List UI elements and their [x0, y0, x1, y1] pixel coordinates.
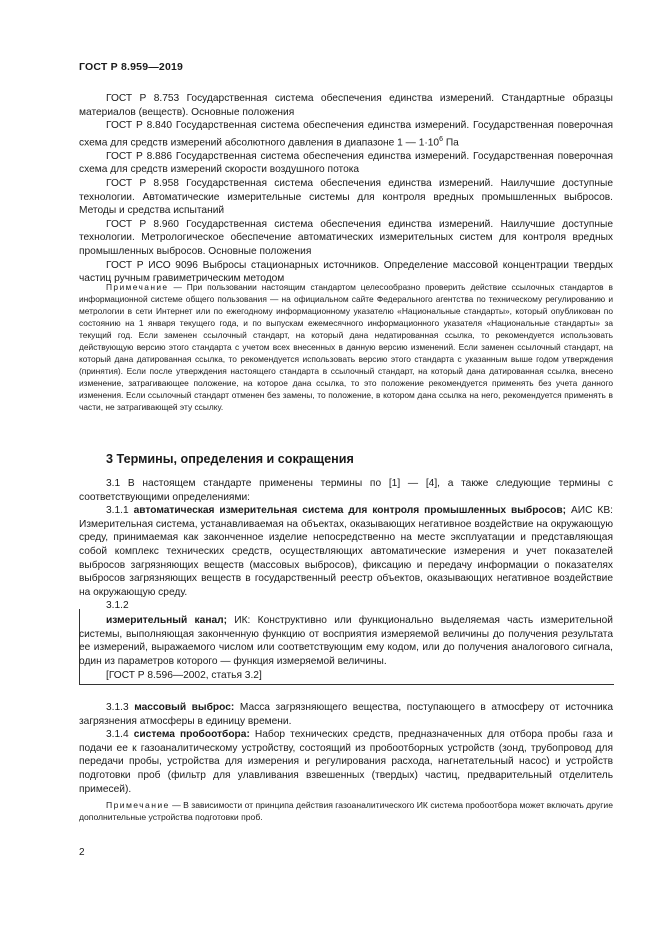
section-heading: 3 Термины, определения и сокращения [106, 452, 354, 466]
reference-item: ГОСТ Р 8.958 Государственная система обеспечения единства измерений. Наилучшие доступные технологии. Автоматические измерительные системы для контроля вредных промышленных выбросов. Методы и средства испытаний [79, 177, 613, 217]
references-note [79, 281, 613, 413]
note-label: Примечание [106, 282, 169, 292]
definition: Масса загрязняющего вещества, поступающего в атмосферу от источника загрязнения атмосферы в единицу времени. [79, 702, 613, 727]
exponent: 6 [439, 135, 443, 143]
terms-block [79, 477, 613, 613]
note-text: — В зависимости от принципа действия газоаналитического ИК система пробоотбора может включать другие дополнительные устройства подготовки проб. [79, 800, 613, 823]
reference-item: ГОСТ Р 8.960 Государственная система обеспечения единства измерений. Наилучшие доступные технологии. Метрологическое обеспечение автоматических измерительных систем для контроля вредных промышленных выбросов. Основные положения [79, 218, 613, 257]
reference-item: ГОСТ Р 8.840 Государственная система обеспечения единства измерений. Государственная поверочная схема для средств измерений абсолютного давления в диапазоне 1 — $1\cdot 10^6$ Па [79, 120, 613, 149]
definition: ИК: Конструктивно или функционально выделяемая часть измерительной системы, выполняющая законченную функцию от восприятия измеряемой величины до получения результата ее измерений, выражаемого числом или соответствующим ему кодом, или до получения аналогового сигнала, один из параметров которого — функция измеряемой величины. [79, 615, 613, 667]
definition: Набор технических средств, предназначенных для отбора пробы газа и подачи ее к газоаналитическому устройству, состоящий из пробоотборных устройств (зонд, трубопровод для передачи пробы, устройства для измерения и регулирования расхода, нагнетательный насос) и устройств подготовки проб (фильтр для улавливания взвешенных (твердых) частиц, предварительный отделитель примесей). [79, 729, 613, 795]
standard-header: ГОСТ Р 8.959—2019 [79, 61, 184, 73]
definition: АИС КВ: Измерительная система, устанавливаемая на объектах, оказывающих негативное воздействие на окружающую среду, принимаемая как законченное изделие непосредственно на месте эксплуатации и представляющая собой комплекс технических средств, осуществляющих автоматические измерения и учет показателей выбросов загрязняющих веществ (массовых выбросов), фиксацию и передачу информации о показателях выбросов загрязняющих веществ в государственный реестр объектов, оказывающих негативное воздействие на окружающую среду. [79, 505, 613, 598]
clause-3-1: 3.1 В настоящем стандарте применены термины по [1] — [4], а также следующие термины с соответствующими определениями: [79, 478, 613, 503]
clause-3-1-1: 3.1.1 автоматическая измерительная система для контроля промышленных выбросов; АИС КВ: Измерительная система, устанавливаемая на объектах, оказывающих негативное воздействие на окружающую среду, принимаемая как законченное изделие непосредственно на месте эксплуатации и представляющая собой комплекс технических средств, осуществляющих автоматические измерения и учет показателей выбросов загрязняющих веществ (массовых выбросов), фиксацию и передачу информации о показателях выбросов загрязняющих веществ в государственный реестр объектов, оказывающих негативное воздействие на окружающую среду. [79, 505, 613, 598]
clause-3-1-4: 3.1.4 система пробоотбора: Набор технических средств, предназначенных для отбора пробы газа и подачи ее к газоаналитическому устройству, состоящий из пробоотборных устройств (зонд, трубопровод для передачи пробы, устройства для измерения и регулирования расхода, нагнетательный насос) и устройств подготовки проб (фильтр для улавливания взвешенных (твердых) частиц, предварительный отделитель примесей). [79, 729, 613, 795]
term: система пробоотбора: [133, 729, 250, 741]
term: измерительный канал; [106, 615, 227, 626]
terms-block-continued [79, 701, 613, 796]
term: массовый выброс: [134, 702, 235, 713]
sampling-note [79, 799, 613, 823]
page-number: 2 [79, 847, 85, 858]
quoted-definition [79, 614, 613, 683]
clause-3-1-2-number: 3.1.2 [106, 600, 129, 612]
definition-source: [ГОСТ Р 8.596—2002, статья 3.2] [106, 670, 262, 682]
note-text: — При пользовании настоящим стандартом целесообразно проверить действие ссылочных стандартов в информационной системе общего пользования — на официальном сайте Федерального агентства по техническому регулированию и метрологии в сети Интернет или по ежегодному информационному указателю «Национальные стандарты», который опубликован по состоянию на 1 января текущего года, и по выпускам ежемесячного информационного указателя «Национальные стандарты» за текущий год. Если заменен ссылочный стандарт, на который дана недатированная ссылка, то рекомендуется использовать действующую версию этого стандарта с учетом всех внесенных в данную версию изменений. Если заменен ссылочный стандарт, на который дана датированная ссылка, то рекомендуется использовать версию этого стандарта с указанным выше годом утверждения (принятия). Если после утверждения настоящего стандарта в ссылочный стандарт, на который дана датированная ссылка, внесено изменение, затрагивающее положение, на которое дана ссылка, то это положение рекомендуется применять без учета данного изменения. Если ссылочный стандарт отменен без замены, то положение, в котором дана ссылка на него, рекомендуется применять в части, не затрагивающей эту ссылку. [79, 282, 613, 412]
note-label: Примечание [106, 800, 170, 810]
term: автоматическая измерительная система для контроля промышленных выбросов; [133, 505, 567, 517]
reference-item: ГОСТ Р 8.753 Государственная система обеспечения единства измерений. Стандартные образцы материалов (веществ). Основные положения [79, 93, 613, 118]
clause-3-1-3: 3.1.3 массовый выброс: Масса загрязняющего вещества, поступающего в атмосферу от источника загрязнения атмосферы в единицу времени. [79, 702, 613, 727]
normative-references-list [79, 92, 613, 286]
reference-item: ГОСТ Р ИСО 9096 Выбросы стационарных источников. Определение массовой концентрации твердых частиц ручным гравиметрическим методом [79, 259, 613, 285]
reference-item: ГОСТ Р 8.886 Государственная система обеспечения единства измерений. Государственная поверочная схема для средств измерений скорости воздушного потока [79, 150, 613, 176]
